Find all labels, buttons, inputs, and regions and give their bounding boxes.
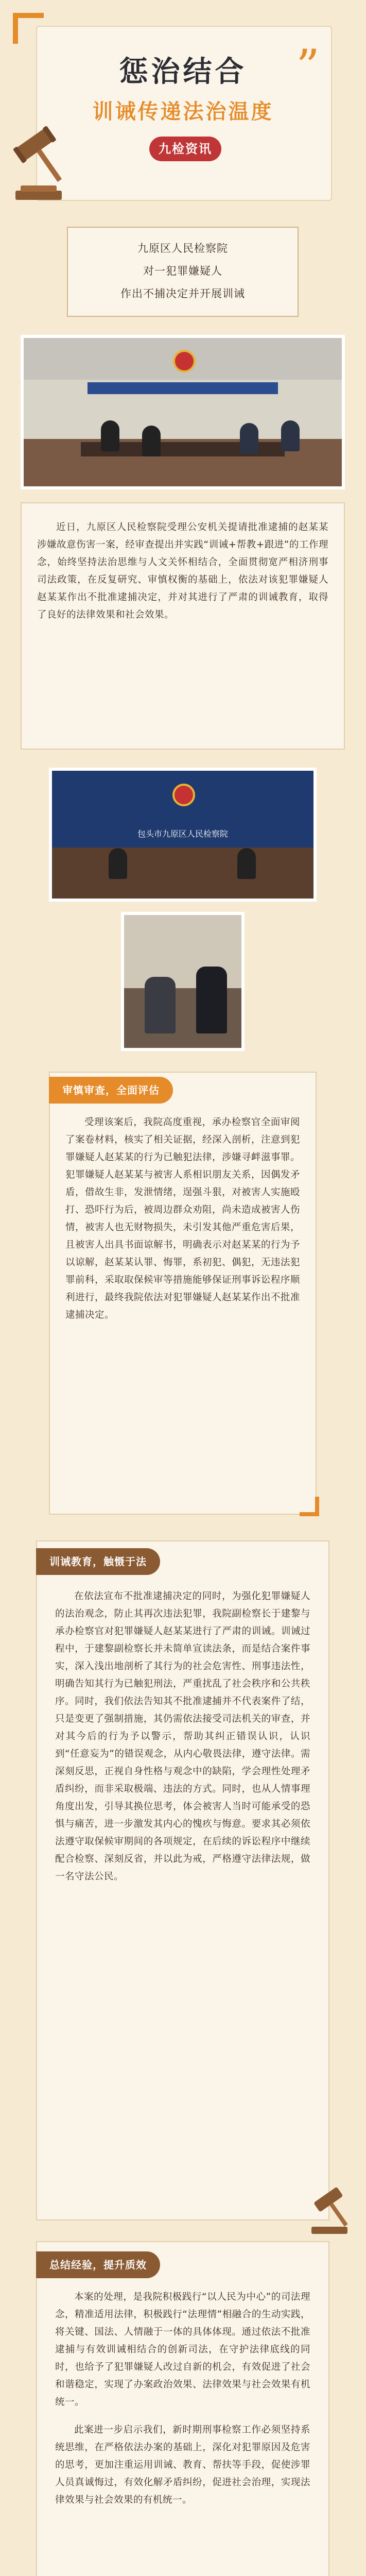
section-3-para-1: 本案的处理，是我院积极践行“以人民为中心”的司法理念，精准适用法律，积极践行“法理情”相融合的生动实践，将关键、国法、人情融于一体的具体体现。通过依法不批准逮捕与有效训诫相结合的创新司法，在守护法律底线的同时，也给予了犯罪嫌疑人改过自新的机会，有效促进了社会和谐稳定，实现了办案政治效果、法律效果与社会效果有机统一。 — [55, 2292, 310, 2408]
intro-line-3: 作出不捕决定并开展训诫 — [120, 287, 245, 300]
section-1-card — [49, 1072, 317, 1515]
header — [0, 0, 366, 222]
corner-decoration — [300, 1497, 319, 1516]
section-1-tag: 审慎审查，全面评估 — [49, 1077, 173, 1104]
gavel-icon — [304, 2179, 360, 2236]
section-3-tag: 总结经验，提升质效 — [36, 2251, 160, 2278]
page-title: 惩治结合 — [119, 55, 247, 89]
section-1-text: 受理该案后，我院高度重视，承办检察官全面审阅了案卷材料，核实了相关证据，经深入剖析，注意到犯罪嫌疑人赵某某的行为已触犯法律，涉嫌寻衅滋事罪。犯罪嫌疑人赵某某与被害人系相识朋友关系，因偶发矛盾，借故生非，发泄情绪，逞强斗狠，对被害人实施殴打、恐吓行为后，被周边群众劝阻，尚未造成被害人伤情，被害人也无财物损失，未引发其他严重危害后果，且被害人出具书面谅解书，明确表示对赵某某的行为予以谅解，赵某某认罪、悔罪，系初犯、偶犯，无违法犯罪前科，采取取保候审等措施能够保证刑事诉讼程序顺利进行，最终我院依法对犯罪嫌疑人赵某某作出不批准逮捕决定。 — [65, 1117, 301, 1320]
main-paragraph: 近日，九原区人民检察院受理公安机关提请批准逮捕的赵某某涉嫌故意伤害一案，经审查提出并实践“训诫+帮教+跟进”的工作理念，始终坚持法治思维与人文关怀相结合，全面贯彻宽严相济刑事司法政策，在反复研究、审慎权衡的基础上，依法对该犯罪嫌疑人赵某某作出不批准逮捕决定，并对其进行了严肃的训诫教育，取得了良好的法律效果和社会效果。 — [37, 522, 328, 620]
source-badge: 九检资讯 — [149, 137, 221, 161]
corner-decoration — [13, 13, 44, 44]
meeting-photo-2 — [49, 768, 317, 902]
emblem-icon — [172, 784, 195, 806]
section-3-card — [36, 2241, 329, 2576]
intro-box — [67, 227, 299, 317]
section-2-tag: 训诫教育，触慑于法 — [36, 1548, 160, 1575]
section-2-card — [36, 1540, 329, 2221]
main-text-card — [21, 502, 345, 750]
gavel-icon — [5, 113, 77, 206]
quote-icon: ” — [295, 40, 320, 94]
section-3-para-2: 此案进一步启示我们，新时期刑事检察工作必须坚持系统思维，在严格依法办案的基础上，深化对犯罪原因及危害的思考，更加注重运用训诫、教育、帮扶等手段，促使涉罪人员真诚悔过，有效化解矛盾纠纷，促进社会治理，实现法律效果与社会效果的有机统一。 — [55, 2425, 310, 2505]
meeting-photo-1 — [21, 335, 345, 489]
photo-caption: 包头市九原区人民检察院 — [137, 829, 228, 839]
intro-line-1: 九原区人民检察院 — [137, 242, 228, 255]
meeting-photo-3 — [121, 912, 245, 1051]
section-2-text: 在依法宣布不批准逮捕决定的同时，为强化犯罪嫌疑人的法治观念，防止其再次违法犯罪，我院副检察长于建黎与承办检察官对犯罪嫌疑人赵某某进行了严肃的训诫。训诫过程中，于建黎副检察长并未简单宣读法条，而是结合案件事实，深入浅出地剖析了其行为的社会危害性、刑事违法性，明确告知其行为已触犯刑法，严重扰乱了社会秩序和公共秩序。同时，我们依法告知其不批准逮捕并不代表案件了结，只是变更了强制措施，其仍需依法接受司法机关的审查，并对其今后的行为予以警示，帮助其纠正错误认识，认识到“任意妄为”的错误观念，从内心敬畏法律，遵守法律。需深刻反思，正视自身性格与观念中的缺陷，学会理性处理矛盾纠纷，而非采取极端、违法的方式。同时，也从人情事理角度出发，引导其换位思考，体会被害人当时可能承受的恐惧与痛苦，进一步激发其内心的愧疚与悔意。要求其必须依法遵守取保候审期间的各项规定，在后续的诉讼程序中继续配合检察、深刻反省，并以此为戒，严格遵守法律法规，做一名守法公民。 — [55, 1591, 310, 1882]
intro-line-2: 对一犯罪嫌疑人 — [143, 265, 222, 277]
page-subtitle: 训诫传递法治温度 — [92, 100, 274, 124]
